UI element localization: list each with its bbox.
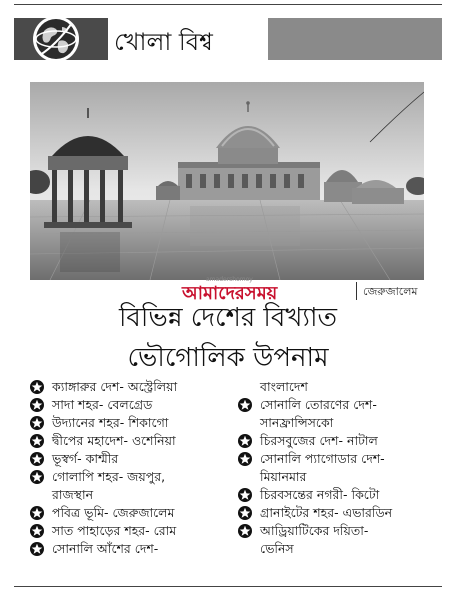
list-item bbox=[238, 468, 444, 486]
list-item-text: সোনালি তোরণের দেশ- bbox=[260, 397, 377, 412]
globe-icon bbox=[32, 15, 80, 63]
list-item-text: চিরসবুজের দেশ- নাটাল bbox=[260, 433, 378, 448]
star-bullet-icon bbox=[30, 470, 44, 484]
list-item-text: গ্রানাইটের শহর- এভারডিন bbox=[260, 505, 393, 520]
star-bullet-icon bbox=[238, 452, 252, 466]
photo bbox=[30, 82, 424, 280]
header-grey-block bbox=[268, 18, 442, 60]
list-item-text: ভেনিস bbox=[260, 541, 294, 556]
list-item bbox=[238, 486, 444, 504]
list-item bbox=[30, 450, 236, 468]
section-header bbox=[14, 18, 442, 60]
list-item-text: চিরবসন্তের নগরী- কিটো bbox=[260, 487, 380, 502]
list-item-text: সানফ্রান্সিসকো bbox=[260, 415, 334, 430]
list-item bbox=[30, 540, 236, 558]
left-list bbox=[30, 378, 236, 558]
list-item-text: আড্রিয়াটিকের দয়িতা- bbox=[260, 523, 369, 538]
star-bullet-icon bbox=[30, 452, 44, 466]
list-item-text: উদ্যানের শহর- শিকাগো bbox=[52, 415, 169, 430]
star-bullet-icon bbox=[238, 506, 252, 520]
star-bullet-icon bbox=[30, 434, 44, 448]
star-bullet-icon bbox=[238, 434, 252, 448]
list-item-text: ভূস্বর্গ- কাশ্মীর bbox=[52, 451, 119, 466]
article-heading-line2: ভৌগোলিক উপনাম bbox=[127, 343, 329, 373]
photo-caption: জেরুজালেম bbox=[363, 285, 418, 298]
list-item bbox=[30, 396, 236, 414]
star-bullet-icon bbox=[30, 524, 44, 538]
list-item bbox=[238, 522, 444, 540]
list-item bbox=[238, 396, 444, 414]
list-item-text: বাংলাদেশ bbox=[260, 379, 308, 394]
star-bullet-icon bbox=[30, 398, 44, 412]
star-bullet-icon bbox=[238, 488, 252, 502]
list-item-text: গোলাপি শহর- জয়পুর, bbox=[52, 469, 166, 484]
star-bullet-icon bbox=[30, 542, 44, 556]
watermark-brand: আমাদেরসময় bbox=[182, 283, 278, 304]
list-item bbox=[238, 414, 444, 432]
watermark-tagline: amadershomoy bbox=[206, 276, 253, 283]
star-bullet-icon bbox=[238, 524, 252, 538]
list-item bbox=[30, 504, 236, 522]
list-item bbox=[238, 432, 444, 450]
list-item-text: সাদা শহর- বেলগ্রেড bbox=[52, 397, 153, 412]
list-item bbox=[238, 540, 444, 558]
list-item-text: দ্বীপের মহাদেশ- ওশেনিয়া bbox=[52, 433, 176, 448]
list-item-text: সাত পাহাড়ের শহর- রোম bbox=[52, 523, 177, 538]
bottom-rule bbox=[14, 586, 442, 587]
star-bullet-icon bbox=[30, 416, 44, 430]
list-item bbox=[30, 378, 236, 396]
list-item-text: ক্যাঙ্গারুর দেশ- অস্ট্রেলিয়া bbox=[52, 379, 178, 394]
article-heading-line1: বিভিন্ন দেশের বিখ্যাত bbox=[118, 303, 337, 333]
list-item-text: সোনালি আঁশের দেশ- bbox=[52, 541, 159, 556]
list-item-text: রাজস্থান bbox=[52, 487, 94, 502]
list-item bbox=[30, 432, 236, 450]
top-rule bbox=[14, 4, 442, 5]
list-item-text: সোনালি প্যাগোডার দেশ- bbox=[260, 451, 385, 466]
list-item bbox=[30, 468, 236, 486]
list-item bbox=[30, 522, 236, 540]
dome-of-the-rock-photo bbox=[30, 82, 424, 280]
list-item bbox=[238, 450, 444, 468]
list-item-text: পবিত্র ভূমি- জেরুজালেম bbox=[52, 505, 175, 520]
star-bullet-icon bbox=[238, 398, 252, 412]
list-item bbox=[30, 486, 236, 504]
star-bullet-icon bbox=[30, 380, 44, 394]
right-list bbox=[238, 378, 444, 558]
list-item bbox=[238, 504, 444, 522]
list-item bbox=[30, 414, 236, 432]
star-bullet-icon bbox=[30, 506, 44, 520]
section-title: খোলা বিশ্ব bbox=[114, 28, 213, 56]
list-item bbox=[238, 378, 444, 396]
list-item-text: মিয়ানমার bbox=[260, 469, 307, 484]
